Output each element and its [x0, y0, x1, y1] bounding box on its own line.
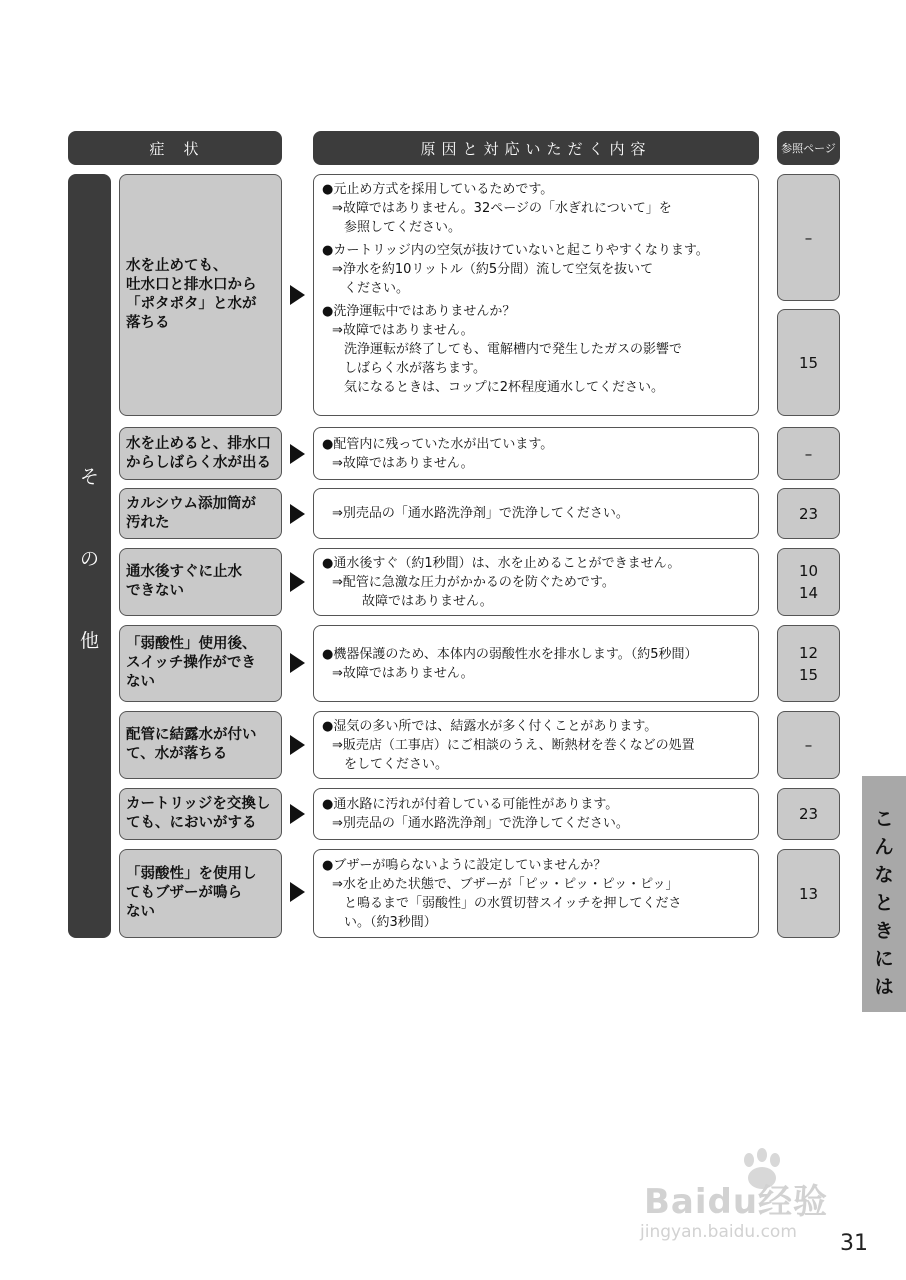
arrow-right-icon: [290, 804, 305, 824]
reference-page-number: 10: [798, 562, 819, 580]
cause-line: をしてください。: [344, 756, 449, 772]
reference-page-cell: [777, 427, 840, 480]
cause-line: 洗浄運転が終了しても、電解槽内で発生したガスの影響で: [344, 342, 683, 357]
arrow-right-icon: [290, 882, 305, 902]
cause-line: ⇒故障ではありません。: [332, 665, 474, 681]
cause-cell: [313, 548, 759, 616]
symptom-cell: 「弱酸性」を使用し てもブザーが鳴ら ない: [119, 849, 282, 938]
reference-page-cell: [777, 488, 840, 539]
arrow-right-icon: [290, 285, 305, 305]
cause-line: ⇒販売店（工事店）にご相談のうえ、断熱材を巻くなどの処置: [332, 737, 695, 753]
reference-page-cell: [777, 849, 840, 938]
reference-page-number: 23: [798, 504, 819, 523]
symptom-cell: 通水後すぐに止水 できない: [119, 548, 282, 616]
reference-page-number: 13: [798, 884, 819, 903]
arrow-right-icon: [290, 444, 305, 464]
cause-line: ●機器保護のため、本体内の弱酸性水を排水します。（約5秒間）: [322, 646, 698, 662]
cause-line: ⇒水を止めた状態で、ブザーが「ピッ・ピッ・ピッ・ピッ」: [332, 876, 679, 892]
cause-line: ●カートリッジ内の空気が抜けていないと起こりやすくなります。: [322, 243, 709, 258]
cause-cell: [313, 711, 759, 779]
arrow-right-icon: [290, 735, 305, 755]
cause-line: ⇒故障ではありません。32ページの「水ぎれについて」を: [332, 201, 672, 216]
cause-line: ⇒配管に急激な圧力がかかるのを防ぐためです。: [332, 574, 615, 590]
cause-line: ●洗浄運転中ではありませんか？: [322, 304, 516, 319]
reference-page-cell: [777, 625, 840, 702]
cause-line: しばらく水が落ちます。: [344, 361, 486, 376]
reference-page-number: –: [804, 228, 813, 247]
watermark-brand: Baidu经验: [644, 1182, 829, 1222]
cause-cell: [313, 625, 759, 702]
cause-line: ●通水路に汚れが付着している可能性があります。: [322, 797, 619, 812]
cause-line: ⇒浄水を約10リットル（約5分間）流して空気を抜いて: [332, 262, 654, 277]
side-tab-char: こ: [874, 808, 894, 830]
reference-page-cell: [777, 548, 840, 616]
page-number: 31: [840, 1231, 868, 1256]
arrow-right-icon: [290, 504, 305, 524]
reference-page-cell: [777, 309, 840, 416]
reference-page-number: 14: [798, 584, 819, 602]
reference-page-number: 23: [798, 805, 819, 823]
reference-page-cell: [777, 174, 840, 301]
cause-line: ⇒故障ではありません。: [332, 455, 474, 471]
symptom-cell: 「弱酸性」使用後、 スイッチ操作ができ ない: [119, 625, 282, 702]
category-char: そ: [79, 466, 99, 488]
reference-page-number: –: [804, 444, 813, 463]
symptom-cell: カートリッジを交換し ても、においがする: [119, 788, 282, 840]
cause-cell: [313, 427, 759, 480]
cause-line: 気になるときは、コップに2杯程度通水してください。: [344, 380, 665, 395]
symptom-cell: 水を止めると、排水口 からしばらく水が出る: [119, 427, 282, 480]
reference-page-cell: [777, 711, 840, 779]
cause-line: 故障ではありません。: [362, 593, 493, 609]
reference-page-column-header: 参照ページ: [777, 131, 840, 165]
cause-line: ⇒故障ではありません。: [332, 323, 474, 338]
symptom-column-header: 症 状: [68, 131, 282, 165]
cause-line: ●元止め方式を採用しているためです。: [322, 182, 554, 197]
reference-page-number: 12: [798, 643, 819, 662]
category-char: 他: [79, 630, 99, 652]
cause-line: ●ブザーが鳴らないように設定していませんか？: [322, 857, 607, 873]
category-char: の: [79, 548, 99, 570]
symptom-cell: 水を止めても、 吐水口と排水口から 「ポタポタ」と水が 落ちる: [119, 174, 282, 416]
symptom-cell: カルシウム添加筒が 汚れた: [119, 488, 282, 539]
side-tab-char: き: [874, 920, 894, 942]
side-tab-char: な: [874, 864, 894, 886]
cause-line: 参照してください。: [344, 220, 462, 235]
cause-line: い。（約3秒間）: [344, 914, 437, 930]
cause-line: ●通水後すぐ（約1秒間）は、水を止めることができません。: [322, 555, 681, 571]
arrow-right-icon: [290, 653, 305, 673]
cause-line: ⇒別売品の「通水路洗浄剤」で洗浄してください。: [332, 506, 629, 521]
cause-line: と鳴るまで「弱酸性」の水質切替スイッチを押してくださ: [344, 895, 682, 911]
cause-line: ●配管内に残っていた水が出ています。: [322, 436, 554, 452]
symptom-cell: 配管に結露水が付い て、水が落ちる: [119, 711, 282, 779]
reference-page-number: 15: [798, 665, 819, 684]
reference-page-number: 15: [798, 353, 819, 372]
cause-cell: [313, 174, 759, 416]
watermark-url: jingyan.baidu.com: [640, 1222, 797, 1242]
side-tab-char: は: [874, 976, 894, 998]
side-tab-char: ん: [874, 836, 894, 858]
cause-line: ください。: [344, 281, 410, 296]
cause-line: ●湿気の多い所では、結露水が多く付くことがあります。: [322, 718, 658, 734]
reference-page-number: –: [804, 736, 813, 754]
cause-cell: [313, 488, 759, 539]
reference-page-cell: [777, 788, 840, 840]
side-tab-char: に: [874, 948, 894, 970]
section-side-tab: [862, 776, 906, 1012]
arrow-right-icon: [290, 572, 305, 592]
cause-column-header: 原因と対応いただく内容: [313, 131, 759, 165]
cause-cell: [313, 788, 759, 840]
cause-line: ⇒別売品の「通水路洗浄剤」で洗浄してください。: [332, 816, 629, 831]
side-tab-char: と: [874, 892, 894, 914]
cause-cell: [313, 849, 759, 938]
category-other-bar: [68, 174, 111, 938]
baidu-watermark: [620, 1148, 860, 1248]
